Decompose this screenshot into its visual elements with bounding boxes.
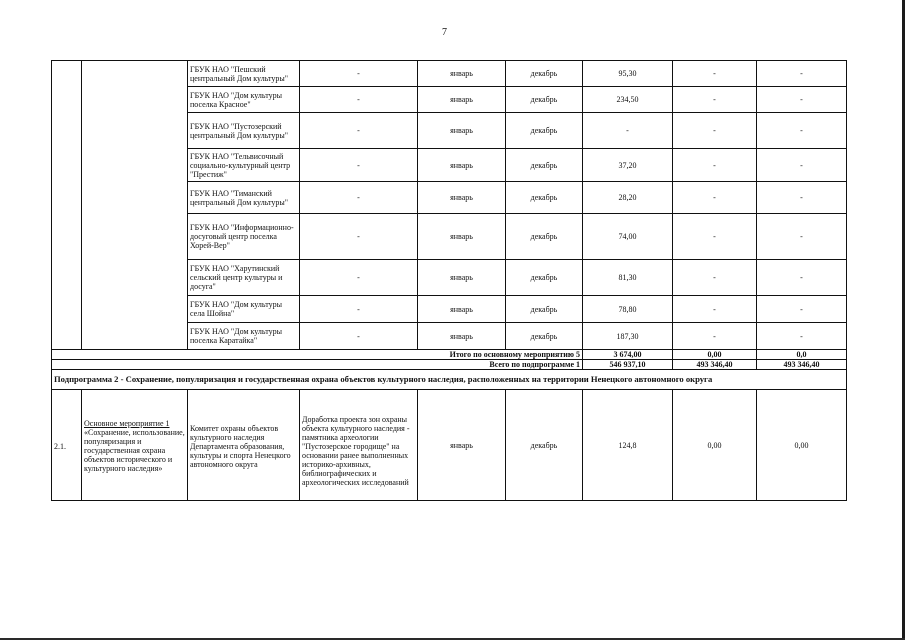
value3-cell: - — [757, 214, 847, 260]
num-cell — [52, 61, 82, 350]
subprogram2-title: Подпрограмма 2 - Сохранение, популяризация и государственная охрана объектов культурного наследия, расположенных на территории Ненецкого автономного округа — [52, 370, 847, 390]
start-month: январь — [418, 323, 506, 350]
total-main-amount: 3 674,00 — [583, 350, 673, 360]
result-cell: - — [300, 113, 418, 149]
start-month: январь — [418, 61, 506, 87]
amount-cell: 37,20 — [583, 149, 673, 182]
result-cell: Доработка проекта зон охраны объекта культурного наследия - памятника археологии "Пустозерское городище" на основании ранее выполненных историко-архивных, библиографических и археологических исследований — [300, 390, 418, 501]
end-month: декабрь — [506, 260, 583, 296]
value3-cell: - — [757, 182, 847, 214]
total-sub-row — [52, 360, 847, 370]
org-name: ГБУК НАО "Тельвисочный социально-культурный центр "Престиж" — [188, 149, 300, 182]
end-month: декабрь — [506, 61, 583, 87]
event-cell — [82, 390, 188, 501]
result-cell: - — [300, 260, 418, 296]
result-cell: - — [300, 87, 418, 113]
event-cell — [82, 61, 188, 350]
table-row — [52, 390, 847, 501]
value2-cell: - — [673, 214, 757, 260]
org-name: ГБУК НАО "Дом культуры поселка Каратайка" — [188, 323, 300, 350]
value2-cell: - — [673, 260, 757, 296]
amount-cell: 124,8 — [583, 390, 673, 501]
value2-cell: - — [673, 149, 757, 182]
end-month: декабрь — [506, 214, 583, 260]
amount-cell: 234,50 — [583, 87, 673, 113]
end-month: декабрь — [506, 149, 583, 182]
start-month: январь — [418, 214, 506, 260]
amount-cell: - — [583, 113, 673, 149]
value2-cell: - — [673, 87, 757, 113]
start-month: январь — [418, 390, 506, 501]
org-name: ГБУК НАО "Харутинский сельский центр культуры и досуга" — [188, 260, 300, 296]
executor-cell: Комитет охраны объектов культурного наследия Департамента образования, культуры и спорта Ненецкого автономного округа — [188, 390, 300, 501]
end-month: декабрь — [506, 87, 583, 113]
value3-cell: - — [757, 87, 847, 113]
value2-cell: - — [673, 323, 757, 350]
value3-cell: - — [757, 149, 847, 182]
total-sub-label: Всего по подпрограмме 1 — [52, 360, 583, 370]
start-month: январь — [418, 182, 506, 214]
value3-cell: - — [757, 260, 847, 296]
start-month: январь — [418, 113, 506, 149]
start-month: январь — [418, 296, 506, 323]
amount-cell: 95,30 — [583, 61, 673, 87]
total-main-value2: 0,00 — [673, 350, 757, 360]
subprogram-header-row — [52, 370, 847, 390]
page-number: 7 — [442, 27, 447, 38]
value2-cell: - — [673, 61, 757, 87]
total-sub-amount: 546 937,10 — [583, 360, 673, 370]
event-title: Основное мероприятие 1 — [84, 419, 170, 428]
result-cell: - — [300, 182, 418, 214]
amount-cell: 81,30 — [583, 260, 673, 296]
org-name: ГБУК НАО "Дом культуры села Шойна" — [188, 296, 300, 323]
total-main-row — [52, 350, 847, 360]
value3-cell: 0,00 — [757, 390, 847, 501]
result-cell: - — [300, 296, 418, 323]
event-description: «Сохранение, использование, популяризация и государственная охрана объектов исторического и культурного наследия» — [84, 428, 185, 473]
value2-cell: 0,00 — [673, 390, 757, 501]
org-name: ГБУК НАО "Пешский центральный Дом культуры" — [188, 61, 300, 87]
result-cell: - — [300, 61, 418, 87]
amount-cell: 78,80 — [583, 296, 673, 323]
value2-cell: - — [673, 113, 757, 149]
funding-table — [51, 60, 847, 501]
total-sub-value3: 493 346,40 — [757, 360, 847, 370]
org-name: ГБУК НАО "Тиманский центральный Дом культуры" — [188, 182, 300, 214]
table-row — [52, 61, 847, 87]
total-main-label: Итого по основному мероприятию 5 — [52, 350, 583, 360]
end-month: декабрь — [506, 113, 583, 149]
start-month: январь — [418, 87, 506, 113]
total-main-value3: 0,0 — [757, 350, 847, 360]
row-number: 2.1. — [52, 390, 82, 501]
result-cell: - — [300, 323, 418, 350]
org-name: ГБУК НАО "Информационно-досуговый центр поселка Хорей-Вер" — [188, 214, 300, 260]
value2-cell: - — [673, 182, 757, 214]
total-sub-value2: 493 346,40 — [673, 360, 757, 370]
end-month: декабрь — [506, 182, 583, 214]
result-cell: - — [300, 214, 418, 260]
amount-cell: 187,30 — [583, 323, 673, 350]
value3-cell: - — [757, 61, 847, 87]
end-month: декабрь — [506, 390, 583, 501]
start-month: январь — [418, 260, 506, 296]
start-month: январь — [418, 149, 506, 182]
value3-cell: - — [757, 323, 847, 350]
value3-cell: - — [757, 296, 847, 323]
result-cell: - — [300, 149, 418, 182]
org-name: ГБУК НАО "Дом культуры поселка Красное" — [188, 87, 300, 113]
value3-cell: - — [757, 113, 847, 149]
end-month: декабрь — [506, 323, 583, 350]
amount-cell: 74,00 — [583, 214, 673, 260]
end-month: декабрь — [506, 296, 583, 323]
org-name: ГБУК НАО "Пустозерский центральный Дом культуры" — [188, 113, 300, 149]
amount-cell: 28,20 — [583, 182, 673, 214]
value2-cell: - — [673, 296, 757, 323]
